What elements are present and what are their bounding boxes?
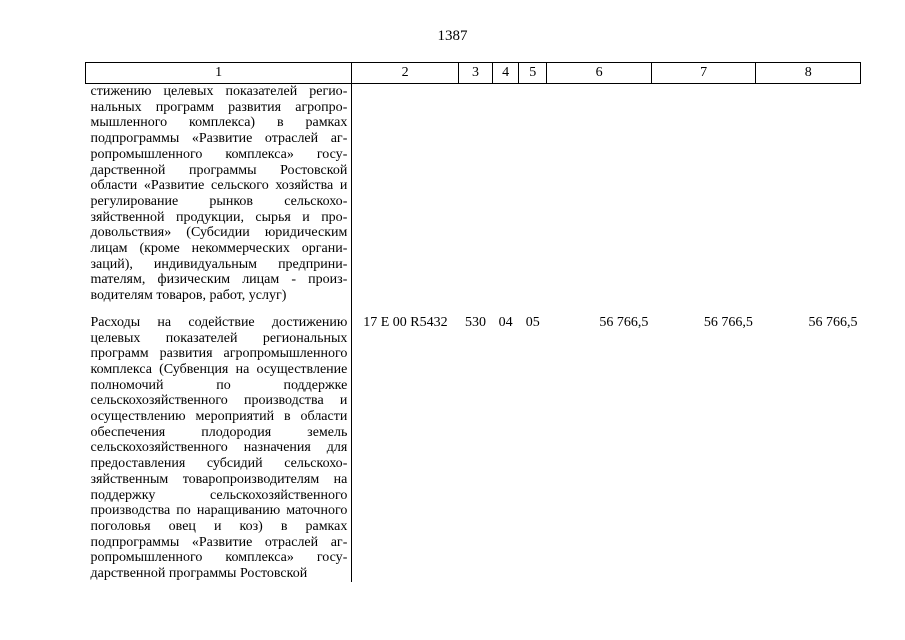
row-col4 [493,84,519,312]
column-header-5: 5 [519,63,547,84]
header-row [86,63,861,84]
column-header-3: 3 [458,63,492,84]
row-value-8: 56 766,5 [808,314,858,330]
row-value-7 [651,84,756,312]
page-number: 1387 [437,28,468,44]
row-description: Расходы на содействие достижению целевых показателей региональных программ развития агропромышленного комплекса (Субвенция на осуществление полномочий по поддержке сельскохозяйственного производства и осуществлению мероприятий в области обеспечения плодородия земель сельскохозяйственного назначения для предоставления субсидий сельскохозяйственным товаропроизводителям на поддержку сельскохозяйственного производства по наращиванию маточного поголовья овец и коз) в рамках подпрограммы «Развитие отраслей агропромышленного комплекса» государственной программы Ростовской [86,312,352,582]
row-col5: 05 [525,314,540,330]
column-header-6: 6 [547,63,652,84]
column-header-1: 1 [86,63,352,84]
column-header-2: 2 [352,63,459,84]
row-code: 17 Е 00 R5432 [363,314,448,330]
row-col3: 530 [464,314,486,330]
row-value-6: 56 766,5 [599,314,649,330]
row-col4: 04 [498,314,513,330]
row-value-7: 56 766,5 [703,314,753,330]
row-code [352,84,459,312]
column-header-4: 4 [493,63,519,84]
row-col5 [519,84,547,312]
column-header-7: 7 [651,63,756,84]
row-value-8 [756,84,861,312]
row-value-6 [547,84,652,312]
table-row [86,312,861,582]
row-description: стижению целевых показателей региональных программ развития агропромышленного комплекса) в рамках подпрограммы «Развитие отраслей агропромышленного комплекса» государственной программы Ростовской области «Развитие сельского хозяйства и регулирование рынков сельскохозяйственной продукции, сырья и продовольствия» (Субсидии юридическим лицам (кроме некоммерческих организаций), индивидуальным предприниmателям, физическим лицам - производителям товаров, работ, услуг) [86,84,352,312]
table-row [86,84,861,312]
column-header-8: 8 [756,63,861,84]
budget-table [85,62,861,582]
row-col3 [458,84,492,312]
